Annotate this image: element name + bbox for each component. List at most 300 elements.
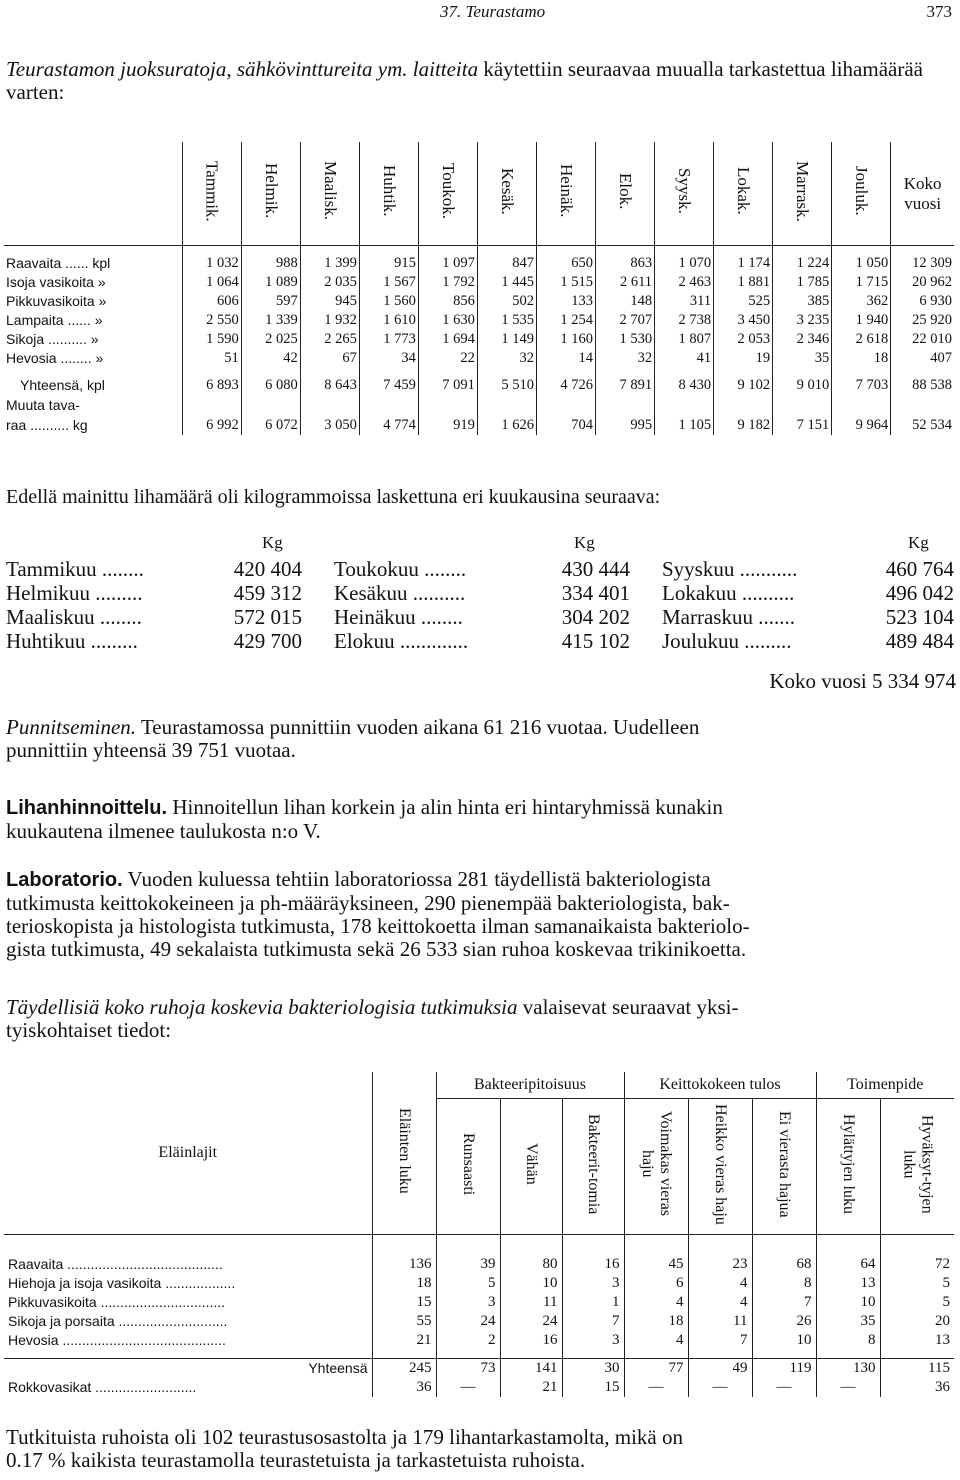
intro-paragraph [6, 58, 956, 104]
spacer-row [4, 368, 954, 376]
table-cell: 15 [372, 1293, 436, 1312]
table-cell: 1 089 [241, 273, 300, 292]
row-label: Yhteensä [4, 1359, 372, 1379]
table-cell: 20 [935, 1313, 950, 1329]
table-cell: 2 [436, 1331, 500, 1350]
table-cell: 64 [816, 1255, 880, 1274]
table-cell: 4 [688, 1274, 752, 1293]
month-label: Toukok. [438, 163, 458, 219]
table-cell: 19 [714, 349, 773, 368]
row-label: Lampaita ...... » [4, 311, 182, 330]
kg-month-name: Toukokuu ........ [334, 557, 467, 581]
sub-header [436, 1099, 500, 1235]
month-header [182, 142, 241, 246]
table-cell: 6 [624, 1274, 688, 1293]
spacer-cell [536, 368, 595, 376]
bacterio-line2: tyiskohtaiset tiedot: [6, 1018, 172, 1042]
month-header [773, 142, 832, 246]
spacer-cell [562, 1235, 624, 1256]
table-cell: 863 [596, 254, 655, 273]
table-cell: 5 510 [477, 376, 536, 395]
kg-month-name: Marraskuu ....... [662, 605, 795, 629]
table-cell: 8 643 [300, 376, 359, 395]
month-header [477, 142, 536, 246]
sub-header-label: Ei vierasta hajua [776, 1110, 793, 1218]
sub-header-label: Hyväksyt-tyjen luku [900, 1114, 936, 1214]
table-cell: 2 025 [241, 330, 300, 349]
table-row [4, 395, 954, 435]
spacer-cell [241, 246, 300, 255]
spacer-cell [714, 368, 773, 376]
footer-line2: 0.17 % kaikista teurastamolla teurastetuista ja tarkastetuista ruhoista. [6, 1448, 586, 1472]
kg-unit-label: Kg [908, 533, 929, 552]
table-cell: 72 [935, 1256, 950, 1272]
table-cell: 1 [562, 1293, 624, 1312]
month-header [536, 142, 595, 246]
sub-header [624, 1099, 688, 1235]
table-cell: 502 [477, 292, 536, 311]
footer-line1: Tutkituista ruhoista oli 102 teurastusosastolta ja 179 lihantarkastamolta, mikä on [6, 1425, 683, 1449]
table-cell: 9 102 [714, 376, 773, 395]
table-row [4, 1359, 954, 1379]
table-cell: 21 [372, 1331, 436, 1350]
month-label: Helmik. [261, 163, 281, 219]
bacteria-group-header: Bakteeripitoisuus [436, 1072, 624, 1099]
spacer-cell [832, 368, 891, 376]
table-cell: 130 [816, 1359, 880, 1379]
kg-month-name: Lokakuu .......... [662, 581, 795, 605]
month-label: Syysk. [675, 168, 695, 214]
pricing-line2: kuukautena ilmenee taulukosta n:o V. [6, 819, 321, 843]
table-cell: 18 [624, 1312, 688, 1331]
spacer-cell [182, 368, 241, 376]
month-header [359, 142, 418, 246]
spacer-cell [832, 246, 891, 255]
meat-by-month-table [4, 142, 954, 435]
table-cell: 6 080 [241, 376, 300, 395]
table-cell: 1 940 [832, 311, 891, 330]
spacer-cell [773, 368, 832, 376]
table-cell: 1 064 [182, 273, 241, 292]
spacer-cell [4, 1235, 372, 1256]
spacer-cell [436, 1235, 500, 1256]
bacterio-line1: valaisevat seuraavat yksi- [522, 995, 739, 1019]
spacer-cell [688, 1350, 752, 1359]
table-cell: 16 [562, 1255, 624, 1274]
table-cell: 11 [500, 1293, 562, 1312]
kg-month-value: 523 104 [885, 605, 954, 629]
table-cell: 141 [500, 1359, 562, 1379]
sub-header-label: Bakteerit-tomia [585, 1113, 602, 1215]
spacer-cell [359, 368, 418, 376]
table-cell: 5 [942, 1275, 950, 1291]
weighing-title: Punnitseminen. [6, 715, 137, 739]
table-cell: 68 [752, 1255, 816, 1274]
table-cell: 1 773 [359, 330, 418, 349]
table-cell: 1 785 [773, 273, 832, 292]
spacer-cell [752, 1235, 816, 1256]
table-row [4, 349, 954, 368]
table-cell: 22 010 [912, 331, 952, 347]
spacer-cell [500, 1235, 562, 1256]
table-cell: 5 [942, 1294, 950, 1310]
month-label: Elok. [616, 172, 636, 210]
row-label: Isoja vasikoita » [4, 273, 182, 292]
table-cell: — [688, 1378, 752, 1397]
table-cell: 1 567 [359, 273, 418, 292]
kg-intro: Edellä mainittu lihamäärä oli kilogrammoissa laskettuna eri kuukausina seuraava: [6, 486, 661, 508]
kg-month-name: Huhtikuu ......... [6, 629, 138, 653]
table-cell: 49 [688, 1359, 752, 1379]
row-label: Hevosia ........ » [4, 349, 182, 368]
table-cell: 18 [832, 349, 891, 368]
animal-type-header: Eläinlajit [4, 1072, 372, 1235]
table-row [4, 311, 954, 330]
month-label: Lokak. [734, 167, 754, 215]
laboratory-title: Laboratorio. [6, 869, 123, 891]
table-cell: 650 [536, 254, 595, 273]
spacer-cell [500, 1350, 562, 1359]
table-cell: 1 590 [182, 330, 241, 349]
spacer-cell [182, 246, 241, 255]
kg-month-value: 496 042 [885, 581, 954, 605]
table-cell: 1 530 [596, 330, 655, 349]
table-cell: 73 [436, 1359, 500, 1379]
table-cell: 1 610 [359, 311, 418, 330]
table-cell: 1 399 [300, 254, 359, 273]
row-label: Hiehoja ja isoja vasikoita .................. [4, 1274, 372, 1293]
table-cell: 1 715 [832, 273, 891, 292]
table-cell: 988 [241, 254, 300, 273]
table-cell: 2 463 [655, 273, 714, 292]
table-cell: 15 [562, 1378, 624, 1397]
table-cell: 32 [477, 349, 536, 368]
month-header [655, 142, 714, 246]
cooking-group-header: Keittokokeen tulos [624, 1072, 816, 1099]
spacer-cell [418, 246, 477, 255]
bacterio-intro [6, 996, 956, 1042]
spacer-cell [891, 368, 954, 376]
table-cell: 1 254 [536, 311, 595, 330]
table-cell: 1 881 [714, 273, 773, 292]
table-cell: 1 032 [182, 254, 241, 273]
footer-paragraph [6, 1426, 956, 1472]
table-cell: — [752, 1378, 816, 1397]
row-label-line: raa .......... kg [6, 417, 88, 433]
table-cell: 14 [536, 349, 595, 368]
table-cell: 36 [935, 1379, 950, 1395]
table-cell: 1 932 [300, 311, 359, 330]
page-header [0, 2, 960, 26]
spacer-cell [477, 246, 536, 255]
sub-header-label: Heikko vieras haju [712, 1103, 729, 1225]
intro-italic: Teurastamon juoksuratoja, sähkövinttureita ym. laitteita [6, 57, 479, 81]
kg-month-value: 304 202 [561, 605, 630, 629]
table-cell: 311 [655, 292, 714, 311]
spacer-cell [241, 368, 300, 376]
spacer-cell [372, 1350, 436, 1359]
table-cell: 6 893 [182, 376, 241, 395]
table-cell: 1 694 [418, 330, 477, 349]
month-label: Heinäk. [556, 164, 576, 218]
table-cell: 1 050 [832, 254, 891, 273]
pricing-line1: Hinnoitellun lihan korkein ja alin hinta eri hintaryhmissä kunakin [172, 795, 723, 819]
month-label: Tammik. [202, 160, 222, 222]
laboratory-line3: terioskopista ja histologista tutkimusta, 178 keittokoetta ilman samanaikaista bakteriolo- [6, 914, 750, 938]
table-cell: 133 [536, 292, 595, 311]
table-cell: 2 035 [300, 273, 359, 292]
table-cell: 1 105 [655, 395, 714, 435]
month-header [596, 142, 655, 246]
sub-header [880, 1099, 954, 1235]
table-cell: 3 450 [714, 311, 773, 330]
spacer-cell [477, 368, 536, 376]
table-cell: 2 707 [596, 311, 655, 330]
sub-header-label: Hylättyjen luku [840, 1114, 857, 1214]
table-cell: 23 [688, 1255, 752, 1274]
table-row [4, 1293, 954, 1312]
table-cell: 945 [300, 292, 359, 311]
month-header [832, 142, 891, 246]
table-cell: 16 [500, 1331, 562, 1350]
pricing-title: Lihanhinnoittelu. [6, 797, 168, 819]
kg-month-value: 489 484 [885, 629, 954, 653]
spacer-cell [562, 1350, 624, 1359]
table-cell: 25 920 [912, 312, 952, 328]
kg-month-name: Kesäkuu .......... [334, 581, 466, 605]
table-cell: 21 [500, 1378, 562, 1397]
spacer-cell [624, 1235, 688, 1256]
table-cell: 3 235 [773, 311, 832, 330]
spacer-cell [752, 1350, 816, 1359]
table-cell: 36 [372, 1378, 436, 1397]
sub-header-label: Voimakas vieras haju [639, 1111, 674, 1217]
kg-month-name: Maaliskuu ........ [6, 605, 142, 629]
row-label: Hevosia .......................................... [4, 1331, 372, 1350]
spacer-cell [596, 368, 655, 376]
table-cell: 12 309 [912, 255, 952, 271]
spacer-cell [880, 1235, 954, 1256]
table-cell: 3 [562, 1274, 624, 1293]
table-cell: 525 [714, 292, 773, 311]
table-cell: 1 339 [241, 311, 300, 330]
spacer-cell [4, 368, 182, 376]
table-cell: 80 [500, 1255, 562, 1274]
table-cell: 1 224 [773, 254, 832, 273]
table-cell: 2 611 [596, 273, 655, 292]
spacer-cell [372, 1235, 436, 1256]
kg-month-name: Joulukuu ......... [662, 629, 792, 653]
kg-month-value: 430 444 [561, 557, 630, 581]
spacer-cell [596, 246, 655, 255]
table-cell: 10 [500, 1274, 562, 1293]
table-cell: — [816, 1378, 880, 1397]
table-cell: 8 430 [655, 376, 714, 395]
sub-header [562, 1099, 624, 1235]
month-label: Maalisk. [320, 161, 340, 221]
table-cell: 1 160 [536, 330, 595, 349]
month-header [714, 142, 773, 246]
table-cell: 55 [372, 1312, 436, 1331]
sub-header [752, 1099, 816, 1235]
table-cell: 22 [418, 349, 477, 368]
table-cell: 4 774 [359, 395, 418, 435]
spacer-cell [624, 1350, 688, 1359]
row-label-line: Muuta tava- [6, 397, 80, 413]
row-label: Yhteensä, kpl [4, 376, 182, 395]
spacer-cell [655, 246, 714, 255]
table-cell: 7 891 [596, 376, 655, 395]
table-cell: 24 [436, 1312, 500, 1331]
animal-count-header [372, 1072, 436, 1235]
table-cell: 362 [832, 292, 891, 311]
bacterio-italic: Täydellisiä koko ruhoja koskevia bakteriologisia tutkimuksia [6, 995, 518, 1019]
spacer-cell [891, 246, 954, 255]
table-cell: 856 [418, 292, 477, 311]
table-cell: 2 053 [714, 330, 773, 349]
table-row [4, 1378, 954, 1397]
kg-month-name: Elokuu ............. [334, 629, 469, 653]
kg-month-name: Syyskuu ........... [662, 557, 798, 581]
kg-unit-label: Kg [262, 533, 283, 552]
chapter-title: 37. Teurastamo [440, 2, 546, 21]
table-cell: 26 [752, 1312, 816, 1331]
kg-month-name: Tammikuu ........ [6, 557, 144, 581]
month-header [418, 142, 477, 246]
table-cell: 1 097 [418, 254, 477, 273]
table-row [4, 1331, 954, 1350]
table-cell: 5 [436, 1274, 500, 1293]
table-row [4, 273, 954, 292]
sub-header [500, 1099, 562, 1235]
table-cell: 41 [655, 349, 714, 368]
spacer-cell [418, 368, 477, 376]
table-cell: 6 072 [241, 395, 300, 435]
sub-header-label: Vähän [523, 1143, 540, 1185]
year-total-header: Koko vuosi [891, 142, 954, 246]
table-cell: 3 [436, 1293, 500, 1312]
spacer-cell [4, 1350, 372, 1359]
kg-month-value: 415 102 [561, 629, 630, 653]
table-cell: 18 [372, 1274, 436, 1293]
table-cell: 4 [624, 1331, 688, 1350]
table-cell: 9 964 [832, 395, 891, 435]
table-cell: 7 151 [773, 395, 832, 435]
table-cell: 2 738 [655, 311, 714, 330]
sub-header-label: Runsaasti [460, 1132, 477, 1196]
spacer-cell [816, 1235, 880, 1256]
table-cell: 115 [880, 1359, 954, 1379]
table-cell: 9 010 [773, 376, 832, 395]
table-cell: 1 445 [477, 273, 536, 292]
weighing-paragraph [6, 716, 956, 762]
month-label: Marrask. [793, 160, 813, 222]
row-label: Pikkuvasikoita » [4, 292, 182, 311]
table-cell: 52 534 [912, 417, 952, 433]
spacer-row [4, 1235, 954, 1256]
table-cell: 1 070 [655, 254, 714, 273]
table-cell: 2 346 [773, 330, 832, 349]
kg-month-name: Helmikuu ......... [6, 581, 143, 605]
table-cell: 39 [436, 1255, 500, 1274]
spacer-cell [773, 246, 832, 255]
weighing-line2: punnittiin yhteensä 39 751 vuotaa. [6, 738, 296, 762]
laboratory-paragraph [6, 868, 956, 961]
table-cell: 1 174 [714, 254, 773, 273]
table-header-row [4, 142, 954, 246]
table-cell: 13 [935, 1332, 950, 1348]
table-cell: 1 560 [359, 292, 418, 311]
table-cell: 1 630 [418, 311, 477, 330]
table-cell: 407 [930, 350, 952, 366]
table-cell: 2 550 [182, 311, 241, 330]
table-cell: 7 703 [832, 376, 891, 395]
kg-month-value: 334 401 [561, 581, 630, 605]
table-cell: 45 [624, 1255, 688, 1274]
row-label: Sikoja .......... » [4, 330, 182, 349]
table-cell: 1 515 [536, 273, 595, 292]
pricing-paragraph [6, 796, 956, 843]
laboratory-line1: Vuoden kuluessa tehtiin laboratoriossa 281 täydellistä bakteriologista [127, 867, 711, 891]
table-cell: 6 930 [919, 293, 952, 309]
empty-corner-cell [4, 142, 182, 246]
table-cell: 20 962 [912, 274, 952, 290]
spacer-cell [436, 1350, 500, 1359]
table-cell: 606 [182, 292, 241, 311]
sub-header [816, 1099, 880, 1235]
table-cell: 51 [182, 349, 241, 368]
table-cell: 3 [562, 1331, 624, 1350]
table-cell: 10 [816, 1293, 880, 1312]
table-cell: 8 [752, 1274, 816, 1293]
spacer-cell [655, 368, 714, 376]
spacer-cell [300, 368, 359, 376]
month-label: Kesäk. [497, 167, 517, 215]
table-row [4, 292, 954, 311]
table-cell: 1 807 [655, 330, 714, 349]
table-cell: 385 [773, 292, 832, 311]
table-cell: 1 149 [477, 330, 536, 349]
table-cell: 4 [624, 1293, 688, 1312]
table-cell: 32 [596, 349, 655, 368]
table-cell: 847 [477, 254, 536, 273]
table-cell: 704 [536, 395, 595, 435]
table-row [4, 254, 954, 273]
row-label: Raavaita ........................................ [4, 1255, 372, 1274]
table-cell: — [624, 1378, 688, 1397]
table-cell: 245 [372, 1359, 436, 1379]
month-header [241, 142, 300, 246]
table-cell: 597 [241, 292, 300, 311]
bacteriology-table [4, 1072, 954, 1397]
table-cell: 7 [562, 1312, 624, 1331]
spacer-row [4, 1350, 954, 1359]
kg-unit-label: Kg [574, 533, 595, 552]
intro-text: käytettiin seuraavaa muualla tarkastettua lihamäärää varten: [6, 57, 923, 104]
table-cell: 7 [688, 1331, 752, 1350]
kg-month-value: 459 312 [233, 581, 302, 605]
table-cell: 4 726 [536, 376, 595, 395]
kg-month-value: 460 764 [885, 557, 954, 581]
spacer-cell [688, 1235, 752, 1256]
table-cell: 10 [752, 1331, 816, 1350]
sub-header [688, 1099, 752, 1235]
weighing-line1: Teurastamossa punnittiin vuoden aikana 61 216 vuotaa. Uudelleen [140, 715, 700, 739]
month-header [300, 142, 359, 246]
spacer-cell [300, 246, 359, 255]
kg-month-value: 429 700 [233, 629, 302, 653]
row-label: Pikkuvasikoita ................................ [4, 1293, 372, 1312]
